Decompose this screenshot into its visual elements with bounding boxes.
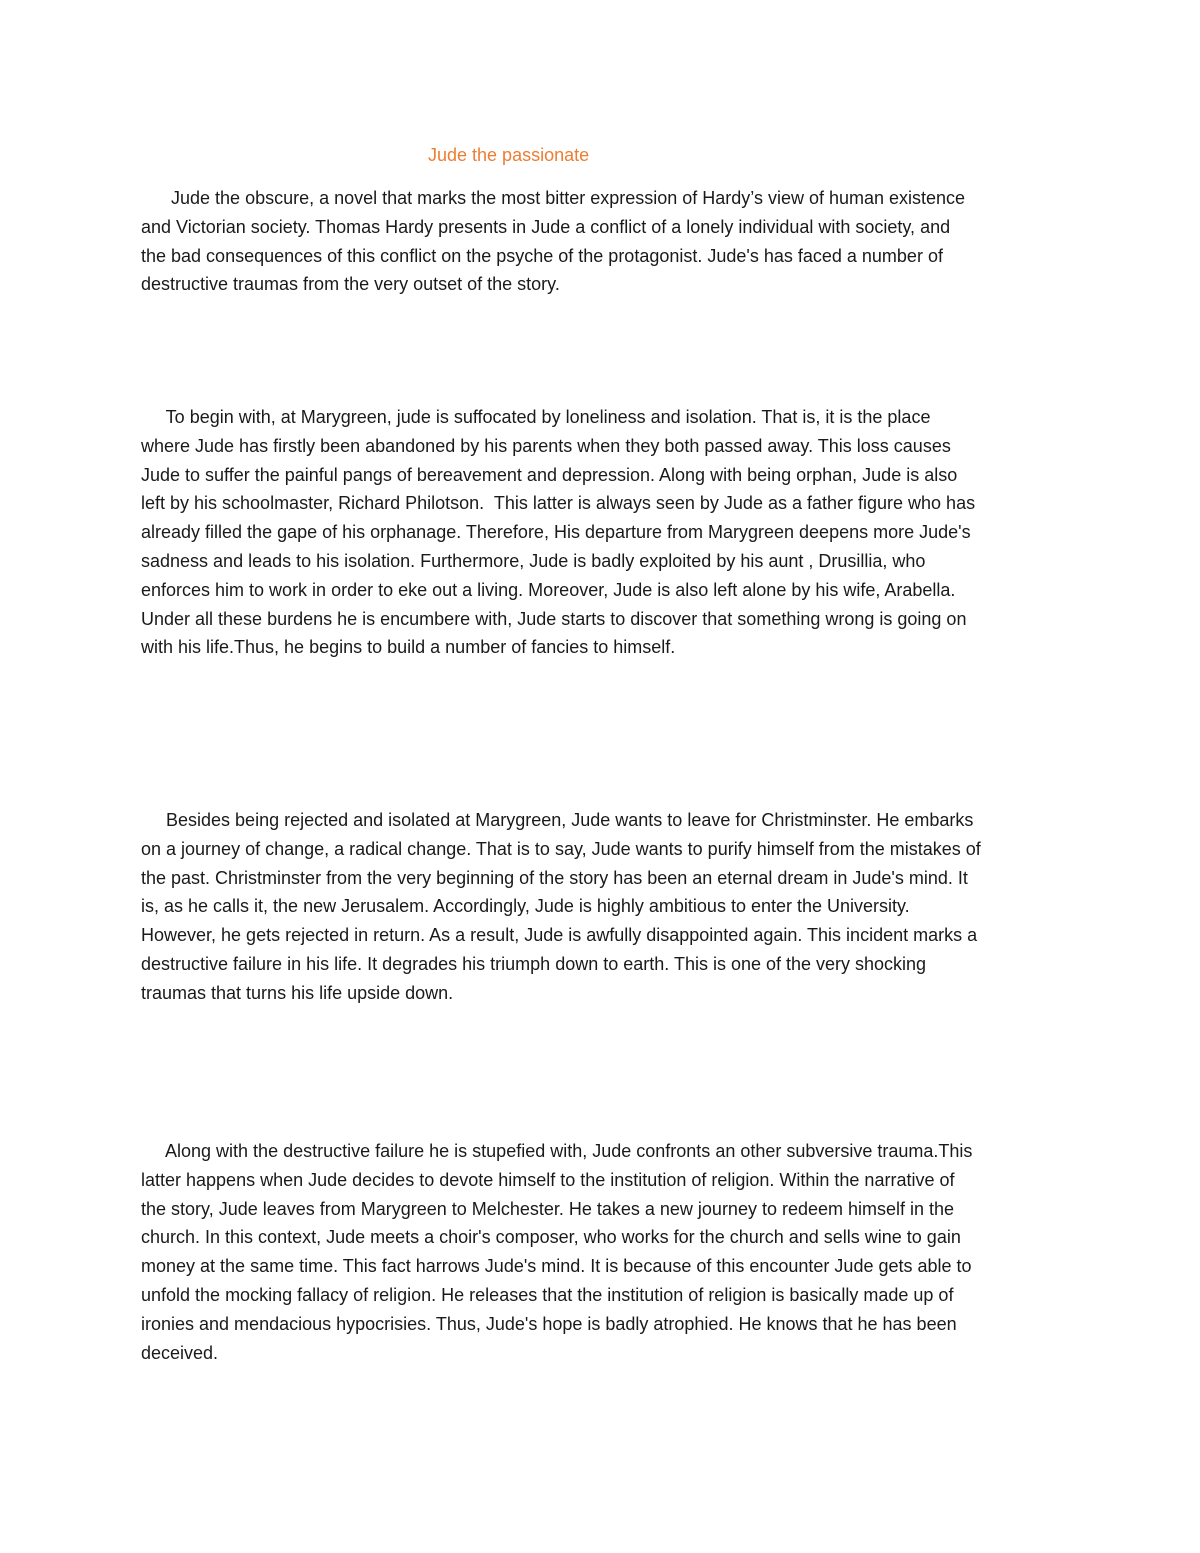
text-line: the bad consequences of this conflict on the psyche of the protagonist. Jude's has faced a number of <box>141 245 943 266</box>
paragraph-intro <box>141 184 965 299</box>
text-line: Under all these burdens he is encumbere with, Jude starts to discover that something wrong is going on <box>141 608 967 629</box>
text-line: on a journey of change, a radical change. That is to say, Jude wants to purify himself from the mistakes of <box>141 838 981 859</box>
text-line: where Jude has firstly been abandoned by his parents when they both passed away. This loss causes <box>141 435 951 456</box>
text-line: the past. Christminster from the very beginning of the story has been an eternal dream in Jude's mind. It <box>141 867 968 888</box>
text-line: destructive failure in his life. It degrades his triumph down to earth. This is one of the very shocking <box>141 953 927 974</box>
text-line: Besides being rejected and isolated at Marygreen, Jude wants to leave for Christminster. He embarks <box>141 810 974 830</box>
text-line: ironies and mendacious hypocrisies. Thus, Jude's hope is badly atrophied. He knows that he has been <box>141 1313 957 1334</box>
paragraph-marygreen <box>141 403 975 662</box>
text-line: Along with the destructive failure he is stupefied with, Jude confronts an other subversive trauma.This <box>141 1141 973 1161</box>
text-line: left by his schoolmaster, Richard Philotson. This latter is always seen by Jude as a father figure who has <box>141 493 976 514</box>
text-line: deceived. <box>141 1342 219 1363</box>
paragraph-religion <box>141 1137 972 1367</box>
text-line: the story, Jude leaves from Marygreen to Melchester. He takes a new journey to redeem himself in the <box>141 1198 955 1219</box>
document-title: Jude the passionate <box>428 145 590 165</box>
text-line: money at the same time. This fact harrows Jude's mind. It is because of this encounter Jude gets able to <box>141 1256 972 1277</box>
text-line: enforces him to work in order to eke out a living. Moreover, Jude is also left alone by his wife, Arabella. <box>141 579 956 600</box>
text-line: Jude the obscure, a novel that marks the most bitter expression of Hardy’s view of human existence <box>141 188 966 208</box>
text-line: traumas that turns his life upside down. <box>141 982 454 1003</box>
text-line: sadness and leads to his isolation. Furthermore, Jude is badly exploited by his aunt , Drusillia, who <box>141 550 926 571</box>
paragraph-christminster <box>141 806 981 1008</box>
text-line: destructive traumas from the very outset of the story. <box>141 274 560 295</box>
text-line: is, as he calls it, the new Jerusalem. Accordingly, Jude is highly ambitious to enter the University. <box>141 896 910 917</box>
text-line: and Victorian society. Thomas Hardy presents in Jude a conflict of a lonely individual with society, and <box>141 216 951 237</box>
text-line: unfold the mocking fallacy of religion. He releases that the institution of religion is basically made up of <box>141 1284 954 1305</box>
text-line: with his life.Thus, he begins to build a number of fancies to himself. <box>141 637 676 658</box>
text-line: church. In this context, Jude meets a choir's composer, who works for the church and sells wine to gain <box>141 1227 961 1248</box>
text-line: latter happens when Jude decides to devote himself to the institution of religion. Within the narrative of <box>141 1169 955 1190</box>
text-line: However, he gets rejected in return. As a result, Jude is awfully disappointed again. This incident marks a <box>141 925 978 946</box>
text-line: already filled the gape of his orphanage. Therefore, His departure from Marygreen deepens more Jude's <box>141 522 971 543</box>
text-line: To begin with, at Marygreen, jude is suffocated by loneliness and isolation. That is, it is the place <box>141 407 931 427</box>
text-line: Jude to suffer the painful pangs of bereavement and depression. Along with being orphan, Jude is also <box>141 464 958 485</box>
